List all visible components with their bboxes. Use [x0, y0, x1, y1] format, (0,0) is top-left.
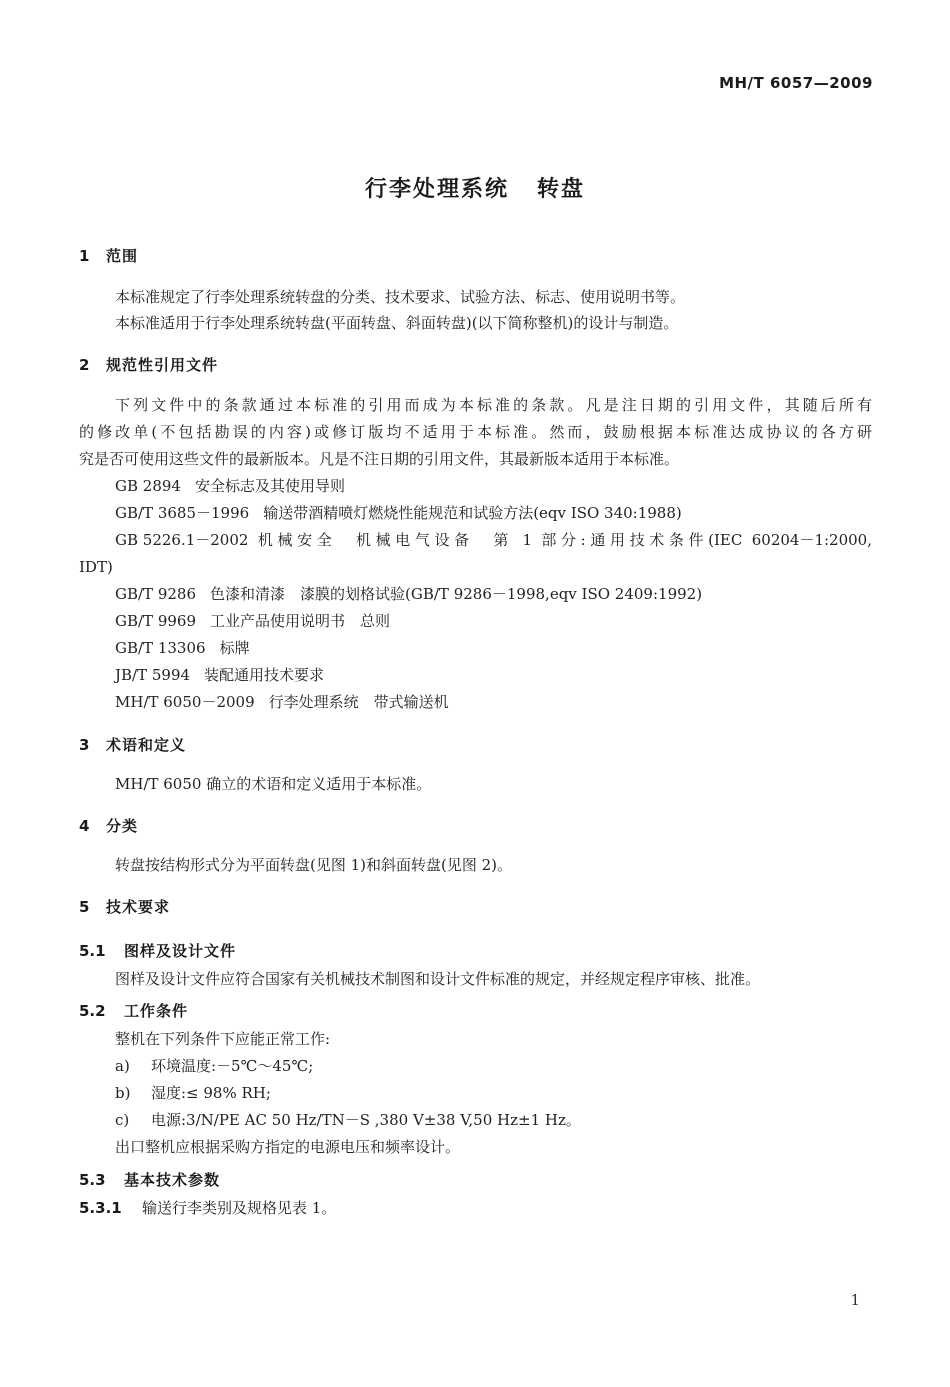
- section-4-paragraph: 转盘按结构形式分为平面转盘(见图 1)和斜面转盘(见图 2)。: [115, 856, 513, 874]
- condition-item: [115, 1056, 313, 1076]
- reference-item: [115, 611, 390, 631]
- reference-title: 输送带酒精喷灯燃烧性能规范和试验方法(eqv ISO 340:1988): [263, 504, 682, 522]
- section-5-3-heading: [79, 1169, 220, 1190]
- section-number: 5.1: [79, 942, 106, 960]
- section-5-1-heading: [79, 940, 236, 961]
- reference-title: 标牌: [219, 639, 250, 657]
- reference-title: 行李处理系统 带式输送机: [268, 693, 449, 711]
- reference-item: [115, 692, 449, 712]
- section-number: 5: [79, 898, 90, 916]
- reference-title: 色漆和清漆 漆膜的划格试验(GB/T 9286－1998,eqv ISO 2409:1992): [210, 585, 703, 603]
- section-2-intro-line-3: 究是否可使用这些文件的最新版本。凡是不注日期的引用文件，其最新版本适用于本标准。: [79, 450, 680, 468]
- item-text: 环境温度:－5℃～45℃;: [151, 1057, 314, 1075]
- condition-item: [115, 1110, 581, 1130]
- section-number: 3: [79, 736, 90, 754]
- title-part-2: 转盘: [537, 177, 586, 202]
- reference-item: [115, 584, 702, 604]
- reference-item: [115, 476, 345, 496]
- section-5-3-1: [79, 1198, 336, 1218]
- section-title: 范围: [106, 247, 139, 265]
- section-5-2-heading: [79, 1000, 188, 1021]
- section-title: 规范性引用文件: [106, 356, 219, 374]
- reference-code: GB 5226.1－2002: [115, 531, 249, 549]
- title-part-1: 行李处理系统: [364, 177, 509, 202]
- section-2-intro-line-1: 下列文件中的条款通过本标准的引用而成为本标准的条款。凡是注日期的引用文件，其随后所有: [115, 396, 872, 414]
- item-marker: a): [115, 1057, 130, 1075]
- item-text: 电源:3/N/PE AC 50 Hz/TN－S ,380 V±38 V,50 Hz±1 Hz。: [151, 1111, 581, 1129]
- section-number: 5.3.1: [79, 1199, 122, 1217]
- reference-item: [115, 503, 682, 523]
- item-marker: c): [115, 1111, 130, 1129]
- reference-title: 机械安全 机械电气设备 第 1 部分:通用技术条件(IEC 60204－1:2000,: [257, 531, 872, 549]
- section-number: 5.2: [79, 1002, 106, 1020]
- section-title: 技术要求: [106, 898, 171, 916]
- section-5-2-intro: 整机在下列条件下应能正常工作:: [115, 1030, 331, 1048]
- reference-item: [115, 530, 872, 550]
- section-1-paragraph-2: 本标准适用于行李处理系统转盘(平面转盘、斜面转盘)(以下简称整机)的设计与制造。: [115, 314, 679, 332]
- section-title: 基本技术参数: [124, 1171, 221, 1189]
- section-title: 分类: [106, 817, 139, 835]
- section-title: 工作条件: [124, 1002, 189, 1020]
- section-3-paragraph: MH/T 6050 确立的术语和定义适用于本标准。: [115, 775, 432, 793]
- section-2-intro-line-2: 的修改单(不包括勘误的内容)或修订版均不适用于本标准。然而，鼓励根据本标准达成协议的各方研: [79, 423, 872, 441]
- page-number: 1: [850, 1291, 860, 1309]
- reference-item: [115, 665, 324, 685]
- reference-code: GB/T 9969: [115, 612, 197, 630]
- reference-code: JB/T 5994: [115, 666, 191, 684]
- section-number: 5.3: [79, 1171, 106, 1189]
- section-1-heading: [79, 245, 138, 266]
- reference-code: MH/T 6050－2009: [115, 693, 255, 711]
- section-5-1-paragraph: 图样及设计文件应符合国家有关机械技术制图和设计文件标准的规定，并经规定程序审核、批准。: [115, 970, 761, 988]
- reference-item: [115, 638, 250, 658]
- document-title: [0, 172, 950, 203]
- section-number: 2: [79, 356, 90, 374]
- reference-title: 工业产品使用说明书 总则: [210, 612, 391, 630]
- standard-code: MH/T 6057—2009: [719, 74, 873, 92]
- section-number: 4: [79, 817, 90, 835]
- section-2-heading: [79, 354, 218, 375]
- reference-code: GB/T 9286: [115, 585, 197, 603]
- section-title: 图样及设计文件: [124, 942, 237, 960]
- reference-code: GB 2894: [115, 477, 181, 495]
- item-marker: b): [115, 1084, 131, 1102]
- section-5-heading: [79, 896, 170, 917]
- section-1-paragraph-1: 本标准规定了行李处理系统转盘的分类、技术要求、试验方法、标志、使用说明书等。: [115, 288, 686, 306]
- reference-code: GB/T 3685－1996: [115, 504, 250, 522]
- reference-title: 安全标志及其使用导则: [194, 477, 345, 495]
- clause-text: 输送行李类别及规格见表 1。: [142, 1199, 337, 1217]
- section-5-2-note: 出口整机应根据采购方指定的电源电压和频率设计。: [115, 1138, 461, 1156]
- condition-item: [115, 1083, 271, 1103]
- section-number: 1: [79, 247, 90, 265]
- reference-code: GB/T 13306: [115, 639, 206, 657]
- reference-continuation: IDT): [79, 558, 113, 576]
- section-4-heading: [79, 815, 138, 836]
- reference-title: 装配通用技术要求: [204, 666, 325, 684]
- section-title: 术语和定义: [106, 736, 187, 754]
- section-3-heading: [79, 734, 186, 755]
- item-text: 湿度:≤ 98% RH;: [151, 1084, 271, 1102]
